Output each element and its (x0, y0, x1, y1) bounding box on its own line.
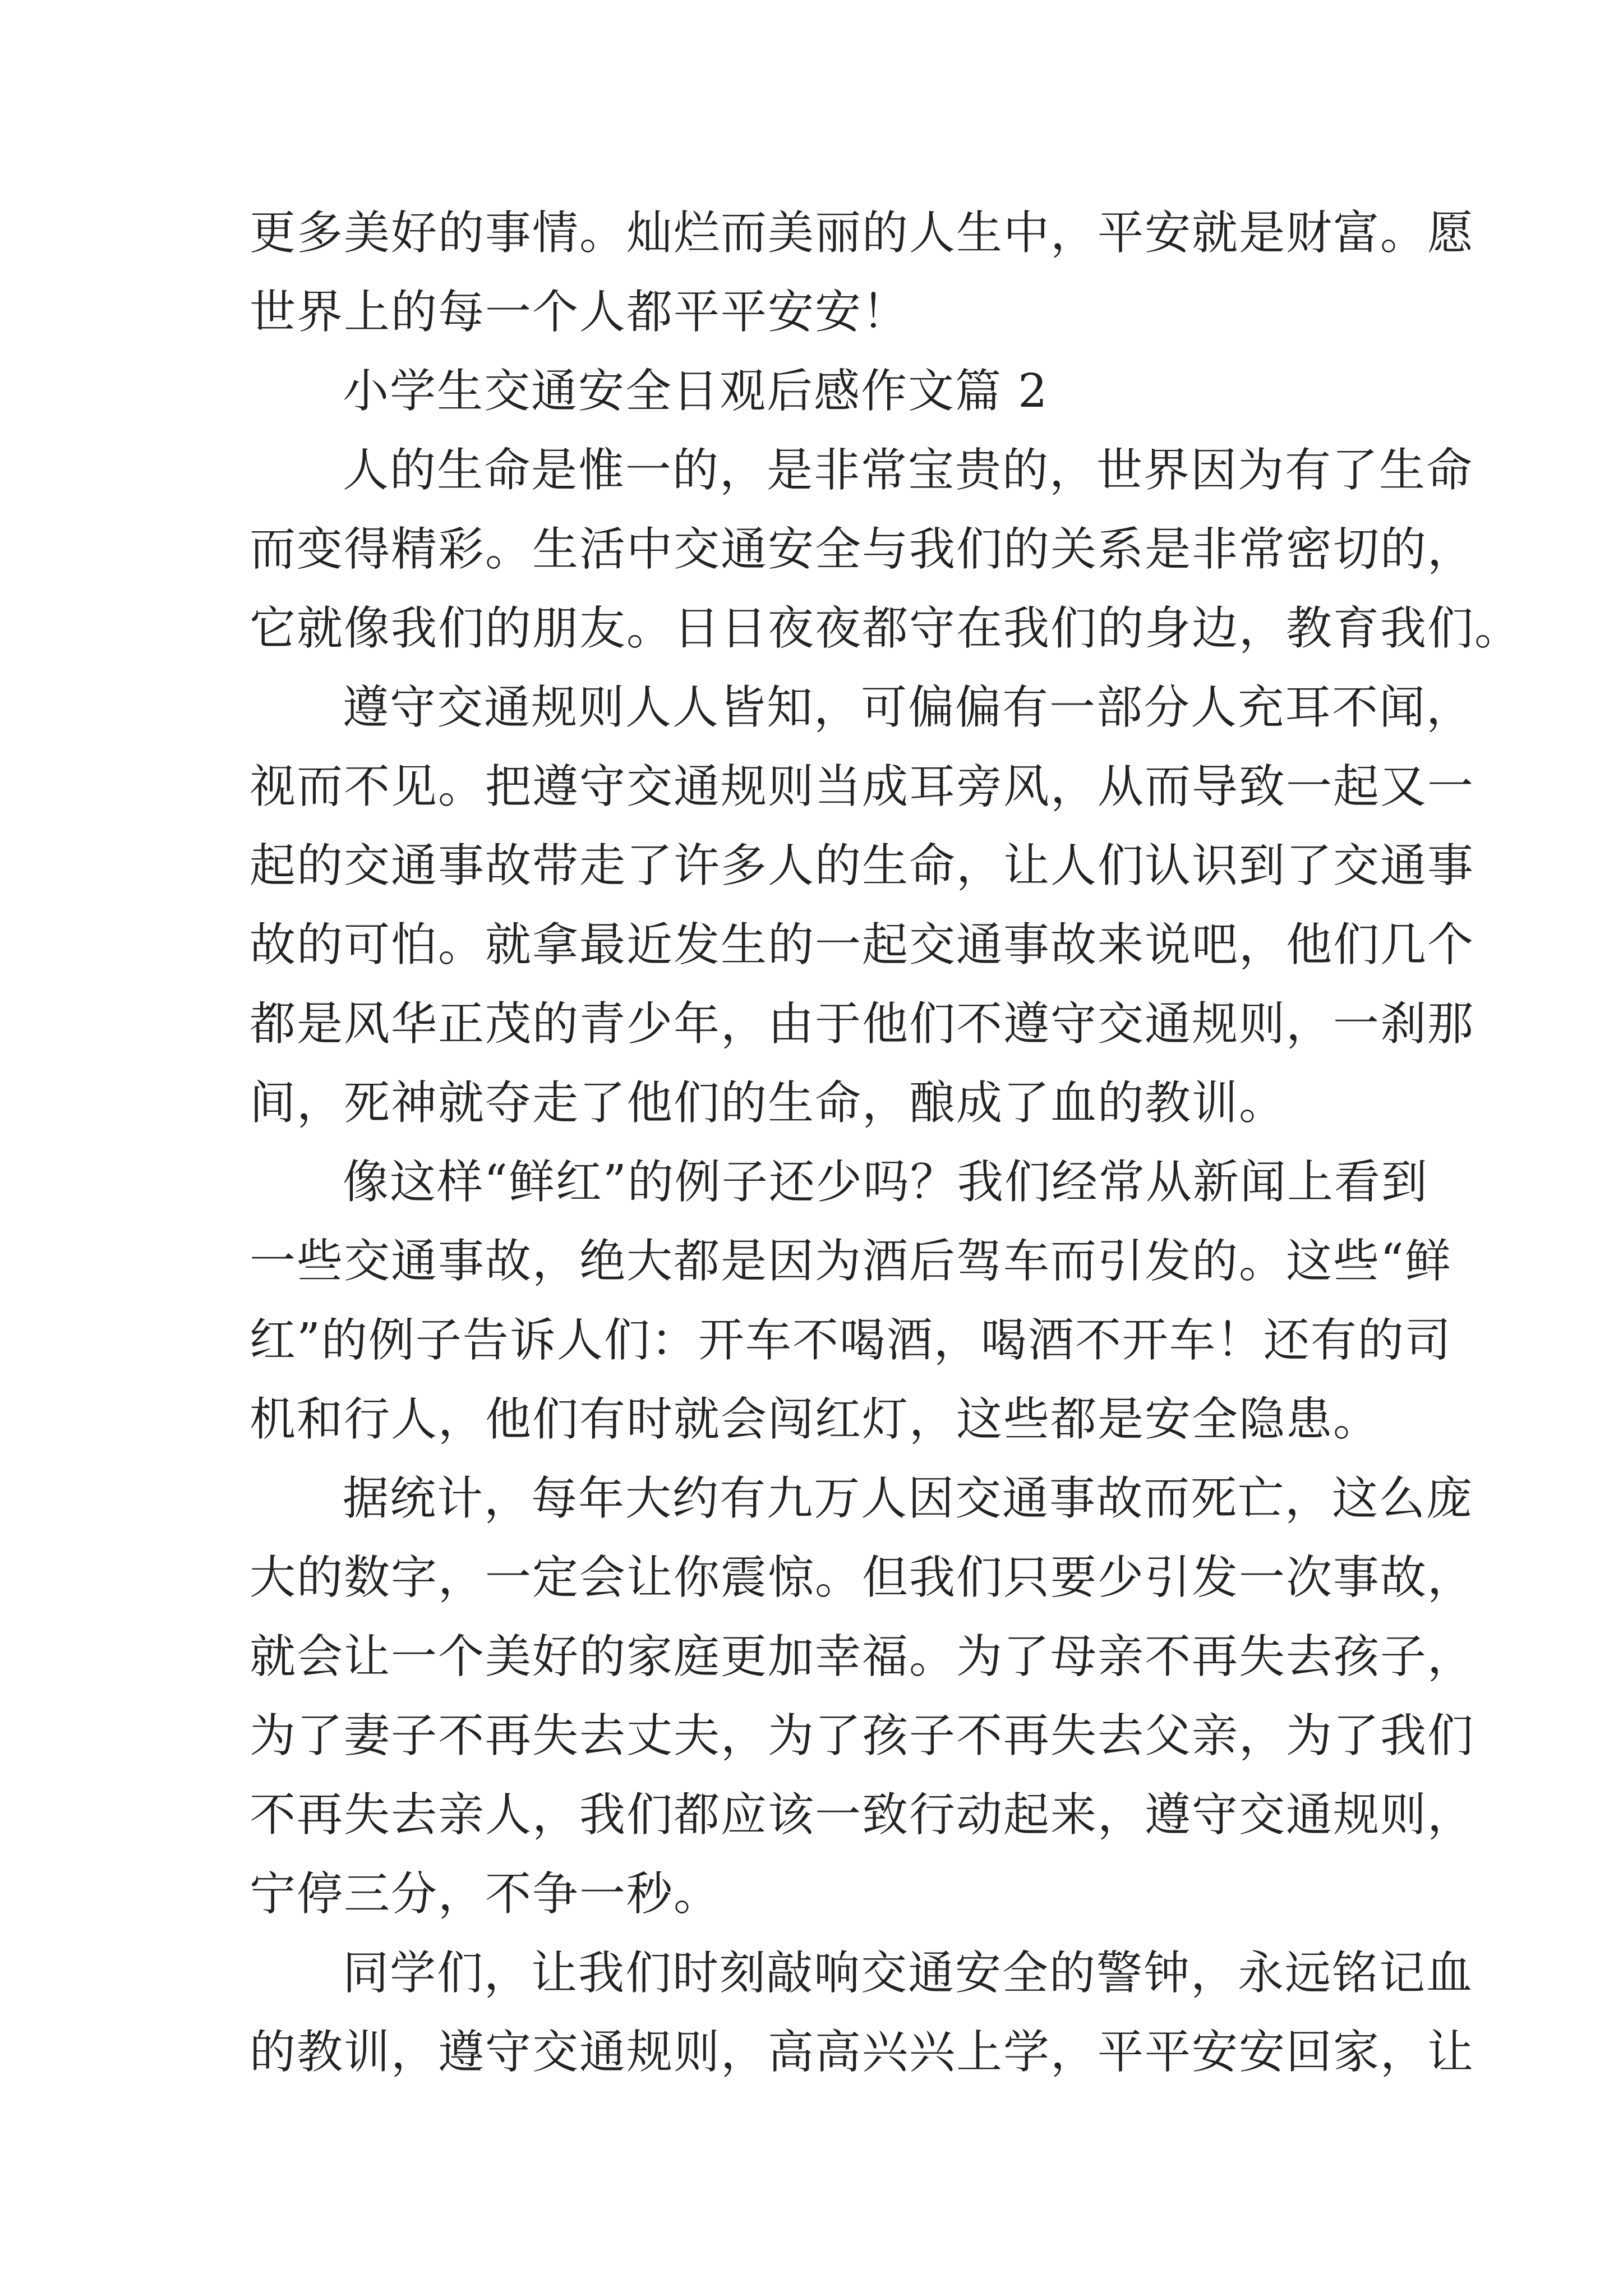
text-line: 据统计，每年大约有九万人因交通事故而死亡，这么庞 (343, 1472, 1474, 1525)
text-line: 像这样“鲜红”的例子还少吗？我们经常从新闻上看到 (343, 1156, 1428, 1209)
text-line: 一些交通事故，绝大都是因为酒后驾车而引发的。这些“鲜 (250, 1235, 1452, 1288)
text-line: 视而不见。把遵守交通规则当成耳旁风，从而导致一起又一 (250, 760, 1475, 813)
text-line: 就会让一个美好的家庭更加幸福。为了母亲不再失去孩子， (250, 1630, 1475, 1683)
text-line: 更多美好的事情。灿烂而美丽的人生中，平安就是财富。愿 (250, 206, 1475, 260)
text-line: 起的交通事故带走了许多人的生命，让人们认识到了交通事 (250, 839, 1475, 892)
text-line: 世界上的每一个人都平平安安！ (250, 286, 910, 339)
text-line: 都是风华正茂的青少年，由于他们不遵守交通规则，一刹那 (250, 997, 1475, 1051)
text-line: 为了妻子不再失去丈夫，为了孩子不再失去父亲，为了我们 (250, 1709, 1475, 1763)
text-line: 它就像我们的朋友。日日夜夜都守在我们的身边，教育我们。 (250, 602, 1522, 655)
text-line: 人的生命是惟一的，是非常宝贵的，世界因为有了生命 (343, 444, 1474, 497)
text-line: 红”的例子告诉人们：开车不喝酒，喝酒不开车！还有的司 (250, 1314, 1452, 1367)
text-line: 大的数字，一定会让你震惊。但我们只要少引发一次事故， (250, 1551, 1475, 1604)
text-line: 不再失去亲人，我们都应该一致行动起来，遵守交通规则， (250, 1788, 1475, 1842)
text-line: 机和行人，他们有时就会闯红灯，这些都是安全隐患。 (250, 1393, 1381, 1446)
text-line: 遵守交通规则人人皆知，可偏偏有一部分人充耳不闻， (343, 681, 1474, 734)
text-line: 同学们，让我们时刻敲响交通安全的警钟，永远铭记血 (343, 1947, 1474, 2000)
text-line: 而变得精彩。生活中交通安全与我们的关系是非常密切的， (250, 523, 1475, 576)
text-line: 的教训，遵守交通规则，高高兴兴上学，平平安安回家，让 (250, 2026, 1475, 2079)
text-line: 故的可怕。就拿最近发生的一起交通事故来说吧，他们几个 (250, 918, 1475, 972)
text-line: 宁停三分，不争一秒。 (250, 1867, 721, 1921)
document-page (250, 194, 1522, 2092)
text-line: 间，死神就夺走了他们的生命，酿成了血的教训。 (250, 1076, 1287, 1130)
section-heading: 小学生交通安全日观后感作文篇 2 (343, 365, 1049, 418)
